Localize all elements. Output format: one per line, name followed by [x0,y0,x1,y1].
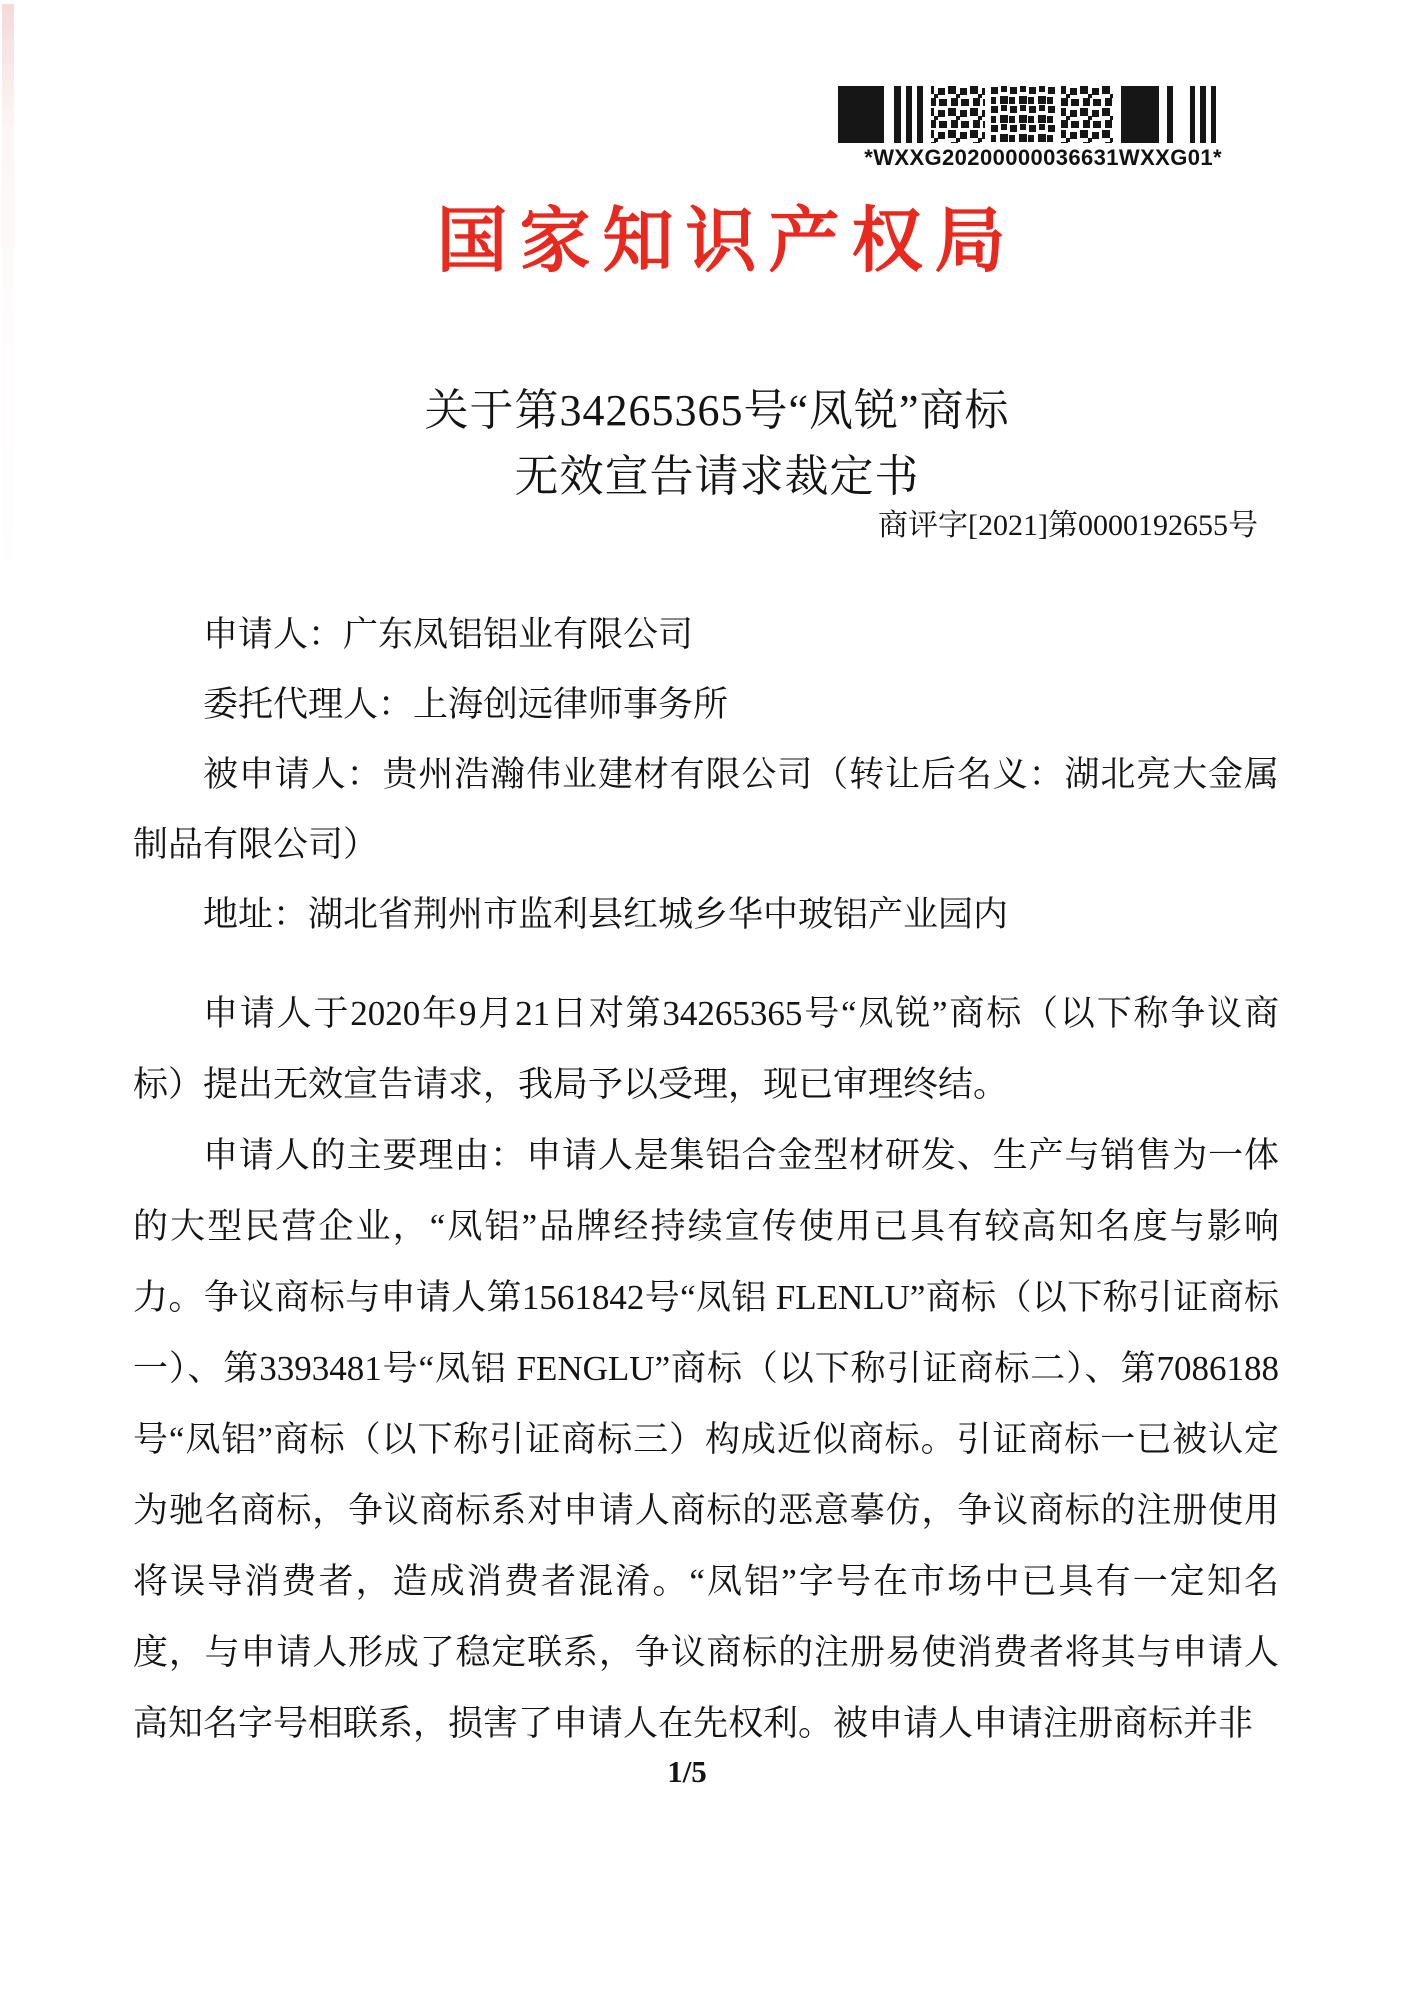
party-line-agent: 委托代理人：上海创远律师事务所 [203,685,729,724]
paragraphs-block [133,978,1279,1759]
party-line-respondent: 被申请人：贵州浩瀚伟业建材有限公司（转让后名义：湖北亮大金属制品有限公司） [133,755,1279,864]
body-paragraph-1: 申请人于2020年9月21日对第34265365号“凤锐”商标（以下称争议商标）提出无效宣告请求，我局予以受理，现已审理终结。 [133,994,1279,1104]
party-line-applicant: 申请人：广东凤铝铝业有限公司 [203,615,694,654]
barcode-block [838,86,1222,171]
barcode-label: *WXXG20200000036631WXXG01* [864,145,1222,170]
barcode-icon [838,86,1220,143]
document-title-line1: 关于第34265365号“凤锐”商标 [424,386,1010,435]
parties-block [133,600,1279,950]
document-title-line2: 无效宣告请求裁定书 [514,452,920,501]
document-title [12,378,1410,510]
party-line-address: 地址：湖北省荆州市监利县红城乡华中玻铝产业园内 [203,895,1009,934]
document-number: 商评字[2021]第0000192655号 [878,509,1258,542]
document-body [133,600,1279,1759]
agency-title: 国家知识产权局 [436,202,1018,281]
page-number: 1/5 [667,1754,707,1789]
body-paragraph-2: 申请人的主要理由：申请人是集铝合金型材研发、生产与销售为一体的大型民营企业，“凤铝”品牌经持续宣传使用已具有较高知名度与影响力。争议商标与申请人第1561842号“凤铝 FLENLU”商标（以下称引证商标一）、第3393481号“凤铝 FENGLU”商标（以下称引证商标二）、第7086188号“凤铝”商标（以下称引证商标三）构成近似商标。引证商标一已被认定为驰名商标，争议商标系对申请人商标的恶意摹仿，争议商标的注册使用将误导消费者，造成消费者混淆。“凤铝”字号在市场中已具有一定知名度，与申请人形成了稳定联系，争议商标的注册易使消费者将其与申请人高知名字号相联系，损害了申请人在先权利。被申请人申请注册商标并非 [133,1136,1279,1743]
